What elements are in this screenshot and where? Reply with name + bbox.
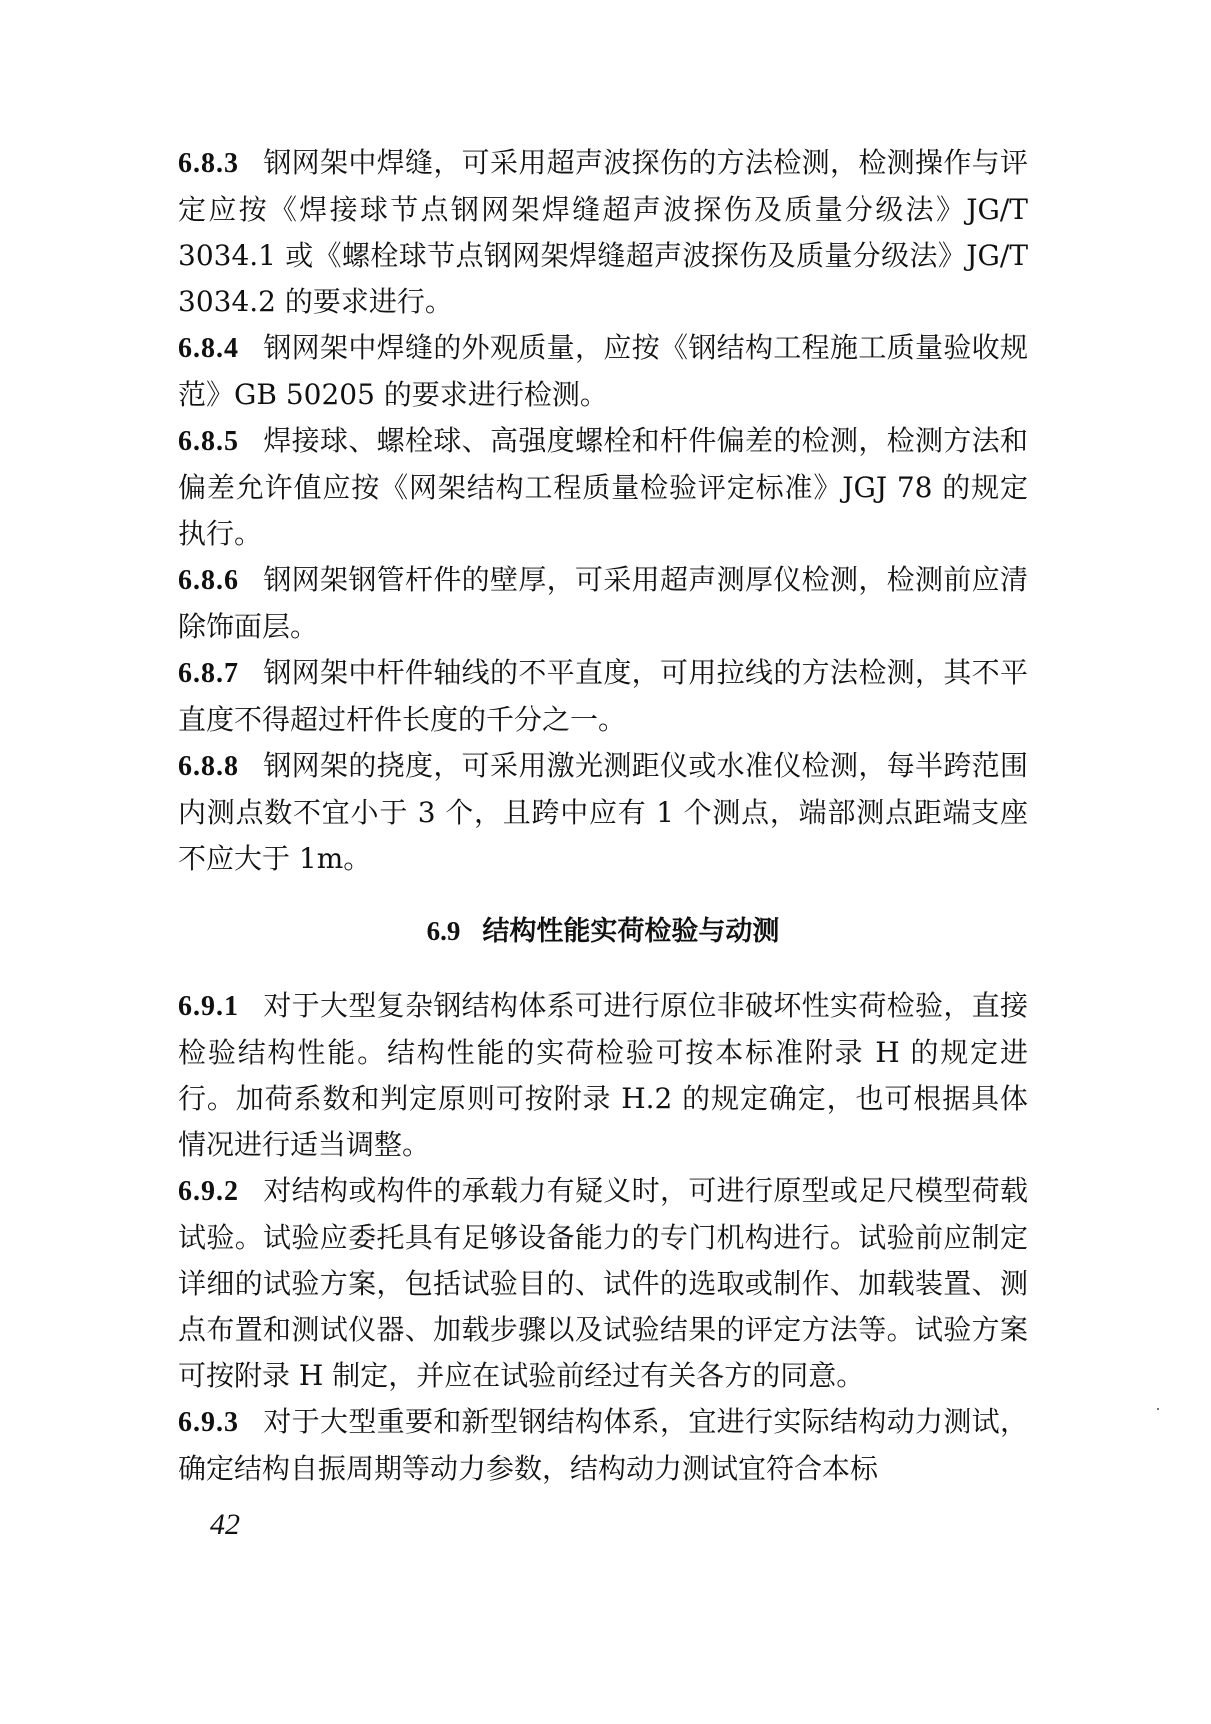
clause-number: 6.8.7 (178, 658, 239, 689)
page-body (178, 140, 1028, 1492)
clause-6-8-4 (178, 325, 1028, 418)
clause-text: 焊接球、螺栓球、高强度螺栓和杆件偏差的检测，检测方法和偏差允许值应按《网架结构工程质量检验评定标准》JGJ 78 的规定执行。 (178, 424, 1028, 550)
clause-6-9-1 (178, 983, 1028, 1168)
clause-text: 对于大型复杂钢结构体系可进行原位非破坏性实荷检验，直接检验结构性能。结构性能的实荷检验可按本标准附录 H 的规定进行。加荷系数和判定原则可按附录 H.2 的规定确定，也可根据具体情况进行适当调整。 (178, 989, 1028, 1161)
clause-6-9-3 (178, 1399, 1028, 1492)
clause-6-8-7 (178, 650, 1028, 743)
clause-number: 6.8.5 (178, 426, 239, 457)
clause-number: 6.8.3 (178, 148, 239, 179)
clause-6-9-2 (178, 1168, 1028, 1399)
clause-6-8-3 (178, 140, 1028, 325)
clause-number: 6.9.2 (178, 1176, 239, 1207)
clause-number: 6.8.4 (178, 333, 239, 364)
section-heading (178, 908, 1028, 955)
clause-text: 钢网架中焊缝的外观质量，应按《钢结构工程施工质量验收规范》GB 50205 的要求进行检测。 (178, 331, 1028, 411)
clause-text: 对于大型重要和新型钢结构体系，宜进行实际结构动力测试，确定结构自振周期等动力参数，结构动力测试宜符合本标 (178, 1405, 1028, 1485)
clause-text: 钢网架中焊缝，可采用超声波探伤的方法检测，检测操作与评定应按《焊接球节点钢网架焊缝超声波探伤及质量分级法》JG/T 3034.1 或《螺栓球节点钢网架焊缝超声波探伤及质量分级法》JG/T 3034.2 的要求进行。 (178, 146, 1028, 318)
clause-text: 对结构或构件的承载力有疑义时，可进行原型或足尺模型荷载试验。试验应委托具有足够设备能力的专门机构进行。试验前应制定详细的试验方案，包括试验目的、试件的选取或制作、加载装置、测点布置和测试仪器、加载步骤以及试验结果的评定方法等。试验方案可按附录 H 制定，并应在试验前经过有关各方的同意。 (178, 1174, 1028, 1392)
clause-number: 6.9.3 (178, 1407, 239, 1438)
clause-number: 6.8.6 (178, 565, 239, 596)
clause-number: 6.8.8 (178, 751, 239, 782)
clause-number: 6.9.1 (178, 991, 239, 1022)
clause-6-8-5 (178, 418, 1028, 557)
section-number: 6.9 (426, 916, 461, 946)
clause-text: 钢网架钢管杆件的壁厚，可采用超声测厚仪检测，检测前应清除饰面层。 (178, 563, 1028, 643)
clause-6-8-8 (178, 743, 1028, 882)
section-title: 结构性能实荷检验与动测 (482, 916, 780, 947)
clause-6-8-6 (178, 557, 1028, 650)
page-number: 42 (210, 1508, 240, 1541)
clause-text: 钢网架的挠度，可采用激光测距仪或水准仪检测，每半跨范围内测点数不宜小于 3 个，且跨中应有 1 个测点，端部测点距端支座不应大于 1m。 (178, 749, 1028, 875)
scan-speck (1157, 1408, 1159, 1410)
clause-text: 钢网架中杆件轴线的不平直度，可用拉线的方法检测，其不平直度不得超过杆件长度的千分之一。 (178, 656, 1028, 736)
